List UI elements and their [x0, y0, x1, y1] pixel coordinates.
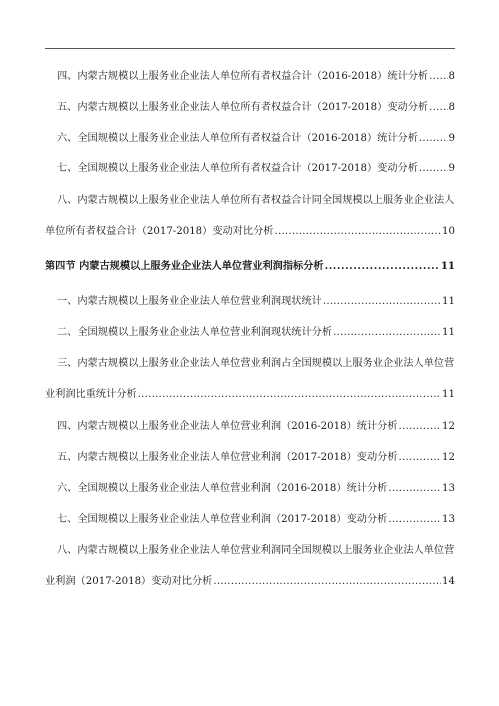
- toc-entry-title: 二、全国规模以上服务业企业法人单位营业利润现状统计分析: [57, 327, 333, 338]
- toc-entry-title-line2: 业利润（2017-2018）变动对比分析: [45, 576, 213, 587]
- toc-page-number: 11: [442, 327, 455, 338]
- toc-entry-5-3[interactable]: [45, 357, 455, 401]
- toc-entry-title: 四、内蒙古规模以上服务业企业法人单位营业利润（2016-2018）统计分析: [57, 421, 398, 432]
- toc-page-number: 10: [442, 226, 455, 237]
- toc-leader: [419, 162, 448, 175]
- toc-leader: [399, 420, 441, 433]
- toc-page-number: 11: [442, 296, 455, 307]
- toc-entry-4-5[interactable]: [45, 101, 455, 114]
- toc-entry-4-8[interactable]: [45, 194, 455, 238]
- toc-leader: [323, 295, 441, 308]
- toc-entry-title-line1: 八、内蒙古规模以上服务业企业法人单位所有者权益合计同全国规模以上服务业企业法人: [57, 195, 455, 206]
- header-rule: [45, 48, 455, 49]
- toc-entry-5-5[interactable]: [45, 451, 455, 464]
- toc-entry-title: 五、内蒙古规模以上服务业企业法人单位所有者权益合计（2017-2018）变动分析: [57, 102, 429, 113]
- toc-page-number: 11: [440, 260, 455, 272]
- toc-entry-4-4[interactable]: [45, 70, 455, 83]
- toc-entry-title-line2: 单位所有者权益合计（2017-2018）变动对比分析: [45, 226, 274, 237]
- toc-page-number: 11: [442, 389, 455, 400]
- toc-leader: [213, 575, 441, 588]
- toc-leader: [399, 451, 441, 464]
- toc-entry-title: 六、全国规模以上服务业企业法人单位所有者权益合计（2016-2018）统计分析: [57, 133, 418, 144]
- toc-entry-5-4[interactable]: [45, 420, 455, 433]
- toc-entry-5-1[interactable]: [45, 295, 455, 308]
- toc-page-number: 12: [442, 421, 455, 432]
- toc-entry-4-7[interactable]: [45, 162, 455, 175]
- toc-entry-title: 五、内蒙古规模以上服务业企业法人单位营业利润（2017-2018）变动分析: [57, 452, 398, 463]
- toc-leader: [429, 101, 447, 114]
- toc-entry-title-line1: 三、内蒙古规模以上服务业企业法人单位营业利润占全国规模以上服务业企业法人单位营: [57, 358, 455, 369]
- toc-page-number: 8: [448, 71, 455, 82]
- toc-page-number: 8: [448, 102, 455, 113]
- toc-leader: [388, 513, 441, 526]
- toc-entry-title-line2: 业利润比重统计分析: [45, 389, 137, 400]
- toc-page-number: 14: [442, 576, 455, 587]
- toc-leader: [274, 225, 441, 238]
- toc-entry-title: 一、内蒙古规模以上服务业企业法人单位营业利润现状统计: [57, 296, 322, 307]
- toc-entry-5-6[interactable]: [45, 482, 455, 495]
- toc-entry-title: 七、全国规模以上服务业企业法人单位营业利润（2017-2018）变动分析: [57, 514, 388, 525]
- toc-section-title: 第四节 内蒙古规模以上服务业企业法人单位营业利润指标分析: [45, 260, 324, 272]
- toc-leader: [388, 482, 441, 495]
- toc-page-number: 13: [442, 514, 455, 525]
- toc-entry-title-line1: 八、内蒙古规模以上服务业企业法人单位营业利润同全国规模以上服务业企业法人单位营: [57, 545, 455, 556]
- toc-page-number: 9: [448, 133, 455, 144]
- toc-leader: [138, 388, 441, 401]
- toc-entry-title: 四、内蒙古规模以上服务业企业法人单位所有者权益合计（2016-2018）统计分析: [57, 71, 429, 82]
- toc-entry-title: 七、全国规模以上服务业企业法人单位所有者权益合计（2017-2018）变动分析: [57, 163, 418, 174]
- toc-page-number: 13: [442, 483, 455, 494]
- toc-section-4[interactable]: [45, 260, 455, 273]
- toc-entry-4-6[interactable]: [45, 132, 455, 145]
- toc-leader: [333, 326, 441, 339]
- toc-entry-5-2[interactable]: [45, 326, 455, 339]
- toc-leader: [429, 70, 447, 83]
- toc-entry-5-7[interactable]: [45, 513, 455, 526]
- toc-leader: [419, 132, 448, 145]
- toc-entry-5-8[interactable]: [45, 544, 455, 588]
- toc-entry-title: 六、全国规模以上服务业企业法人单位营业利润（2016-2018）统计分析: [57, 483, 388, 494]
- toc-page-number: 12: [442, 452, 455, 463]
- toc-leader: [325, 260, 440, 273]
- toc-page-number: 9: [448, 163, 455, 174]
